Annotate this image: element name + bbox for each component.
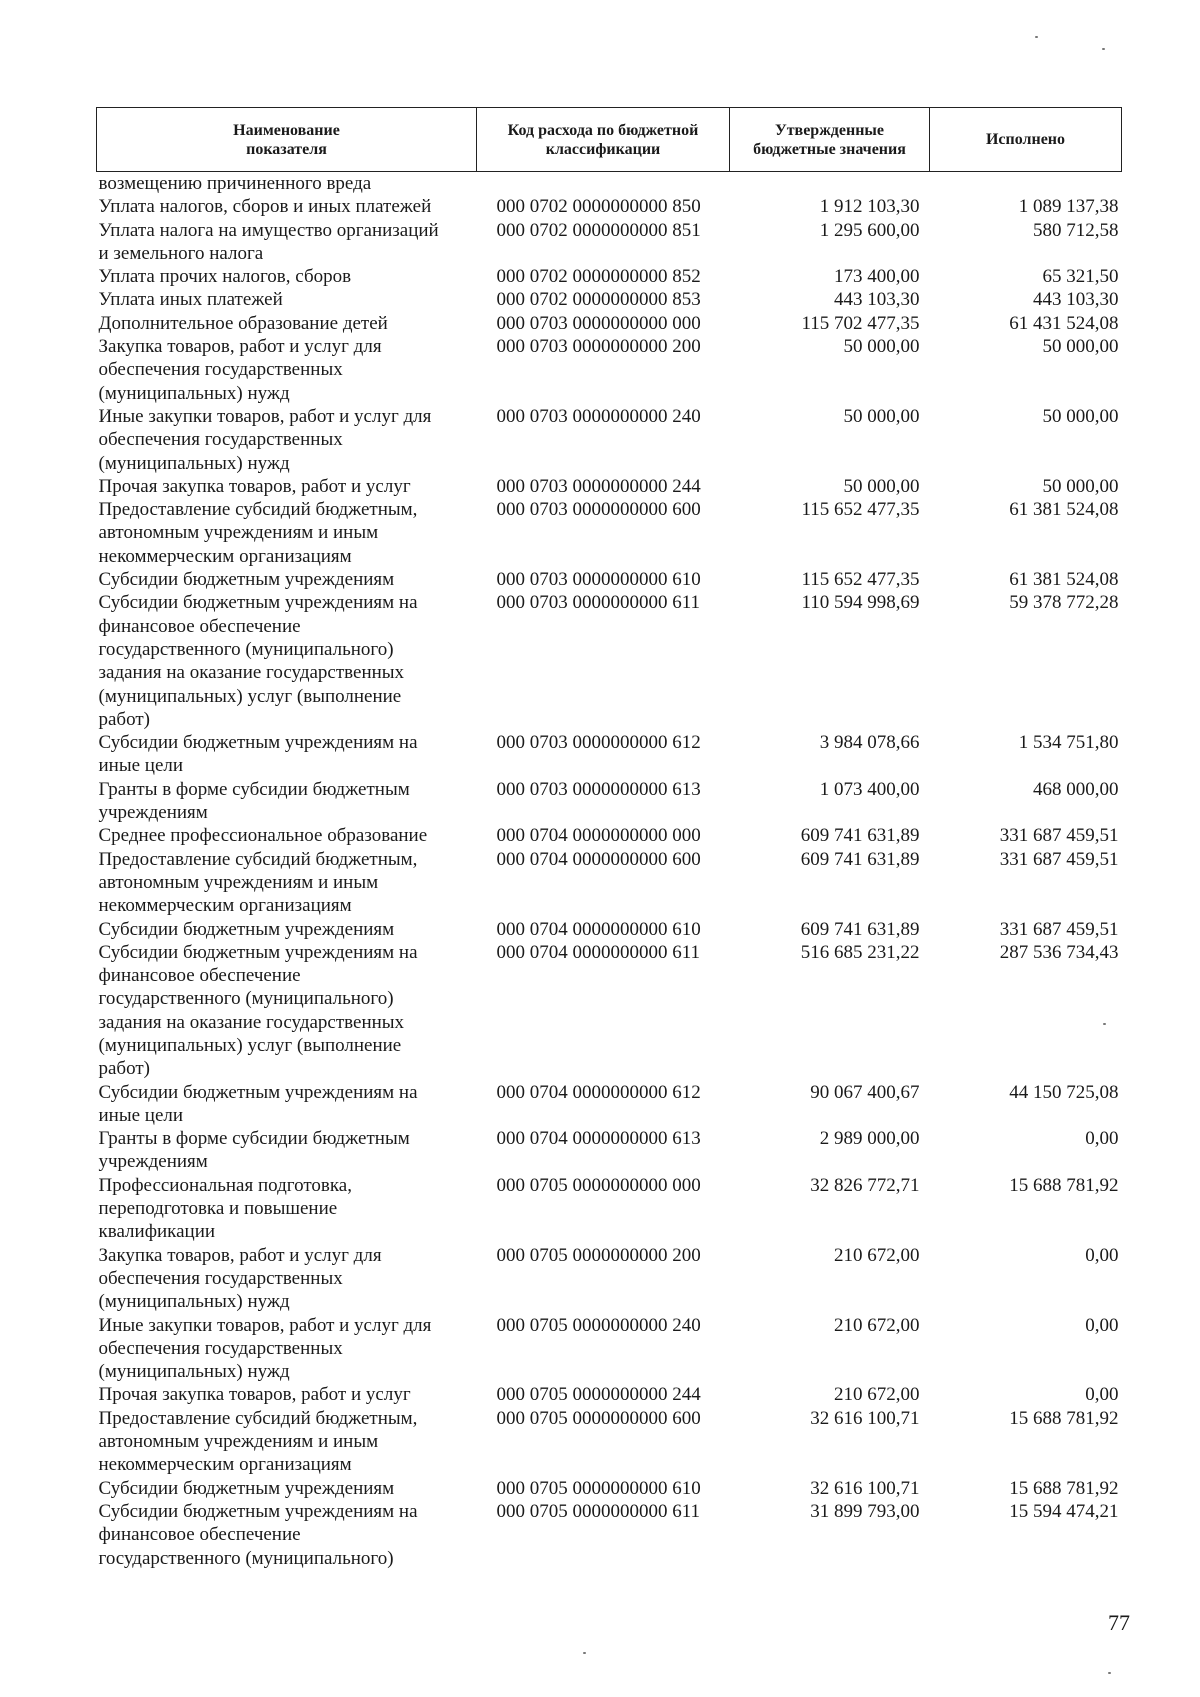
row-indicator-name: Прочая закупка товаров, работ и услуг: [98, 1384, 411, 1406]
row-indicator-name: Профессиональная подготовка, переподготовка и повышение квалификации: [98, 1174, 352, 1243]
row-approved-value: 50 000,00: [843, 336, 920, 358]
row-executed-value: 15 688 781,92: [1009, 1407, 1119, 1429]
row-indicator-name: Субсидии бюджетным учреждениям на иные цели: [98, 1081, 418, 1126]
row-budget-code: 000 0705 0000000000 200: [496, 1244, 701, 1266]
row-budget-code: 000 0705 0000000000 610: [496, 1477, 701, 1499]
table-row: [97, 219, 1122, 266]
row-budget-code: 000 0702 0000000000 852: [496, 266, 701, 288]
row-approved-value: 210 672,00: [834, 1314, 920, 1336]
table-row: [97, 778, 1122, 825]
row-approved-value: 115 652 477,35: [801, 569, 920, 591]
row-approved-value: 1 295 600,00: [819, 219, 920, 241]
table-row: [97, 1127, 1122, 1174]
page-number: 77: [1108, 1610, 1130, 1635]
table-row: [97, 731, 1122, 778]
table-row: [97, 918, 1122, 941]
table-row: [97, 195, 1122, 218]
table-row: [97, 941, 1122, 1081]
row-approved-value: 32 826 772,71: [810, 1174, 920, 1196]
row-approved-value: 50 000,00: [843, 405, 920, 427]
row-executed-value: 331 687 459,51: [999, 825, 1119, 847]
row-indicator-name: Закупка товаров, работ и услуг для обеспечения государственных (муниципальных) нужд: [98, 1244, 382, 1313]
table-row: [97, 1407, 1122, 1477]
table-row: [97, 172, 1122, 196]
table-row: [97, 1477, 1122, 1500]
row-indicator-name: Иные закупки товаров, работ и услуг для обеспечения государственных (муниципальных) нужд: [98, 405, 432, 474]
row-executed-value: 0,00: [1085, 1384, 1119, 1406]
row-indicator-name: возмещению причиненного вреда: [98, 173, 372, 194]
scan-speck: [1108, 1672, 1111, 1674]
table-row: [97, 1081, 1122, 1128]
table-row: [97, 335, 1122, 405]
row-approved-value: 32 616 100,71: [810, 1407, 920, 1429]
scan-speck: [1102, 48, 1105, 50]
row-indicator-name: Субсидии бюджетным учреждениям: [98, 1477, 395, 1499]
table-row: [97, 265, 1122, 288]
row-executed-value: [930, 172, 1122, 196]
row-executed-value: 50 000,00: [1042, 336, 1119, 358]
row-executed-value: 15 688 781,92: [1009, 1174, 1119, 1196]
row-executed-value: 580 712,58: [1033, 219, 1119, 241]
row-approved-value: 1 073 400,00: [819, 778, 920, 800]
row-approved-value: 210 672,00: [834, 1244, 920, 1266]
row-executed-value: 59 378 772,28: [1009, 592, 1119, 614]
row-executed-value: 287 536 734,43: [999, 941, 1119, 963]
row-approved-value: 443 103,30: [834, 289, 920, 311]
row-executed-value: 331 687 459,51: [999, 918, 1119, 940]
row-budget-code: 000 0702 0000000000 853: [496, 289, 701, 311]
row-budget-code: 000 0705 0000000000 611: [496, 1500, 701, 1522]
row-budget-code: 000 0703 0000000000 200: [496, 336, 701, 358]
row-approved-value: 115 702 477,35: [801, 312, 920, 334]
row-indicator-name: Предоставление субсидий бюджетным, автономным учреждениям и иным некоммерческим организациям: [98, 499, 418, 567]
table-row: [97, 1383, 1122, 1406]
budget-execution-table: [96, 107, 1122, 1570]
row-indicator-name: Гранты в форме субсидии бюджетным учреждениям: [98, 778, 410, 824]
row-indicator-name: Субсидии бюджетным учреждениям: [98, 918, 395, 940]
table-body: [97, 172, 1122, 1570]
header-approved-values: Утвержденные бюджетные значения: [730, 108, 930, 172]
row-budget-code: 000 0703 0000000000 611: [496, 592, 701, 614]
row-executed-value: 0,00: [1085, 1314, 1119, 1336]
row-indicator-name: Иные закупки товаров, работ и услуг для обеспечения государственных (муниципальных) нужд: [98, 1314, 432, 1383]
row-approved-value: 609 741 631,89: [800, 918, 920, 940]
table-row: [97, 568, 1122, 591]
row-budget-code: 000 0705 0000000000 244: [496, 1384, 701, 1406]
table-row: [97, 288, 1122, 311]
row-indicator-name: Уплата прочих налогов, сборов: [98, 266, 352, 288]
row-budget-code: 000 0703 0000000000 240: [496, 405, 701, 427]
row-indicator-name: Уплата налогов, сборов и иных платежей: [98, 196, 432, 218]
row-approved-value: 115 652 477,35: [801, 499, 920, 521]
budget-report-page: [96, 107, 1121, 1570]
row-indicator-name: Субсидии бюджетным учреждениям на финансовое обеспечение государственного (муниципального) задания на оказание государственных (муниципальных) услуг (выполнение работ): [98, 941, 418, 1080]
row-approved-value: 609 741 631,89: [800, 848, 920, 870]
row-budget-code: 000 0704 0000000000 000: [496, 825, 701, 847]
scan-speck: [583, 1652, 586, 1654]
table-row: [97, 475, 1122, 498]
row-budget-code: 000 0705 0000000000 000: [496, 1174, 701, 1196]
table-row: [97, 405, 1122, 475]
row-executed-value: 44 150 725,08: [1009, 1081, 1119, 1103]
row-budget-code: 000 0705 0000000000 240: [496, 1314, 701, 1336]
row-approved-value: 609 741 631,89: [800, 825, 920, 847]
table-row: [97, 1314, 1122, 1384]
scan-speck: [1103, 1023, 1106, 1025]
row-indicator-name: Субсидии бюджетным учреждениям на финансовое обеспечение государственного (муниципального) задания на оказание государственных (муниципальных) услуг (выполнение работ): [98, 592, 418, 730]
row-budget-code: 000 0703 0000000000 610: [496, 569, 701, 591]
row-indicator-name: Субсидии бюджетным учреждениям: [98, 569, 395, 591]
row-indicator-name: Среднее профессиональное образование: [98, 825, 428, 847]
row-indicator-name: Прочая закупка товаров, работ и услуг: [98, 475, 411, 497]
table-row: [97, 312, 1122, 335]
row-budget-code: 000 0704 0000000000 612: [496, 1081, 701, 1103]
row-indicator-name: Предоставление субсидий бюджетным, автономным учреждениям и иным некоммерческим организациям: [98, 1407, 418, 1476]
row-budget-code: [477, 172, 730, 196]
row-approved-value: 1 912 103,30: [819, 196, 920, 218]
row-executed-value: 0,00: [1085, 1244, 1119, 1266]
row-indicator-name: Закупка товаров, работ и услуг для обеспечения государственных (муниципальных) нужд: [98, 336, 382, 404]
row-indicator-name: Субсидии бюджетным учреждениям на иные цели: [98, 732, 418, 777]
row-budget-code: 000 0703 0000000000 000: [496, 312, 701, 334]
row-executed-value: 50 000,00: [1042, 405, 1119, 427]
row-approved-value: 31 899 793,00: [810, 1500, 920, 1522]
table-row: [97, 1244, 1122, 1314]
header-executed: Исполнено: [930, 108, 1122, 172]
row-approved-value: 210 672,00: [834, 1384, 920, 1406]
row-indicator-name: Уплата иных платежей: [98, 289, 283, 311]
row-executed-value: 331 687 459,51: [999, 848, 1119, 870]
row-approved-value: 32 616 100,71: [810, 1477, 920, 1499]
row-executed-value: 61 381 524,08: [1009, 499, 1119, 521]
row-budget-code: 000 0704 0000000000 611: [496, 941, 701, 963]
row-budget-code: 000 0704 0000000000 613: [496, 1128, 701, 1150]
row-executed-value: 443 103,30: [1033, 289, 1119, 311]
row-budget-code: 000 0703 0000000000 612: [496, 732, 701, 754]
row-budget-code: 000 0704 0000000000 600: [496, 848, 701, 870]
row-executed-value: 65 321,50: [1042, 266, 1119, 288]
table-row: [97, 1500, 1122, 1570]
row-executed-value: 61 381 524,08: [1009, 569, 1119, 591]
row-approved-value: 50 000,00: [843, 475, 920, 497]
row-indicator-name: Субсидии бюджетным учреждениям на финансовое обеспечение государственного (муниципального): [98, 1500, 418, 1569]
row-approved-value: 516 685 231,22: [800, 941, 920, 963]
row-budget-code: 000 0703 0000000000 600: [496, 499, 701, 521]
row-budget-code: 000 0702 0000000000 850: [496, 196, 701, 218]
header-budget-code: Код расхода по бюджетной классификации: [477, 108, 730, 172]
table-row: [97, 498, 1122, 568]
row-executed-value: 1 534 751,80: [1018, 732, 1119, 754]
row-indicator-name: Дополнительное образование детей: [98, 312, 388, 334]
row-approved-value: 90 067 400,67: [810, 1081, 920, 1103]
row-executed-value: 468 000,00: [1033, 778, 1119, 800]
row-executed-value: 1 089 137,38: [1018, 196, 1119, 218]
table-row: [97, 848, 1122, 918]
row-indicator-name: Гранты в форме субсидии бюджетным учреждениям: [98, 1128, 410, 1173]
row-approved-value: 2 989 000,00: [819, 1128, 920, 1150]
row-indicator-name: Предоставление субсидий бюджетным, автономным учреждениям и иным некоммерческим организациям: [98, 848, 418, 917]
table-row: [97, 1174, 1122, 1244]
table-header-row: [97, 108, 1122, 172]
scan-speck: [1035, 36, 1038, 38]
row-budget-code: 000 0704 0000000000 610: [496, 918, 701, 940]
row-budget-code: 000 0703 0000000000 244: [496, 475, 701, 497]
row-executed-value: 15 688 781,92: [1009, 1477, 1119, 1499]
table-row: [97, 591, 1122, 731]
row-budget-code: 000 0703 0000000000 613: [496, 778, 701, 800]
row-executed-value: 50 000,00: [1042, 475, 1119, 497]
row-approved-value: [730, 172, 930, 196]
row-approved-value: 110 594 998,69: [801, 592, 920, 614]
row-approved-value: 173 400,00: [834, 266, 920, 288]
row-indicator-name: Уплата налога на имущество организаций и земельного налога: [98, 219, 439, 264]
row-executed-value: 15 594 474,21: [1009, 1500, 1119, 1522]
header-indicator-name: Наименование показателя: [97, 108, 477, 172]
row-budget-code: 000 0702 0000000000 851: [496, 219, 701, 241]
row-executed-value: 0,00: [1085, 1128, 1119, 1150]
row-budget-code: 000 0705 0000000000 600: [496, 1407, 701, 1429]
row-approved-value: 3 984 078,66: [819, 732, 920, 754]
row-executed-value: 61 431 524,08: [1009, 312, 1119, 334]
table-row: [97, 824, 1122, 847]
